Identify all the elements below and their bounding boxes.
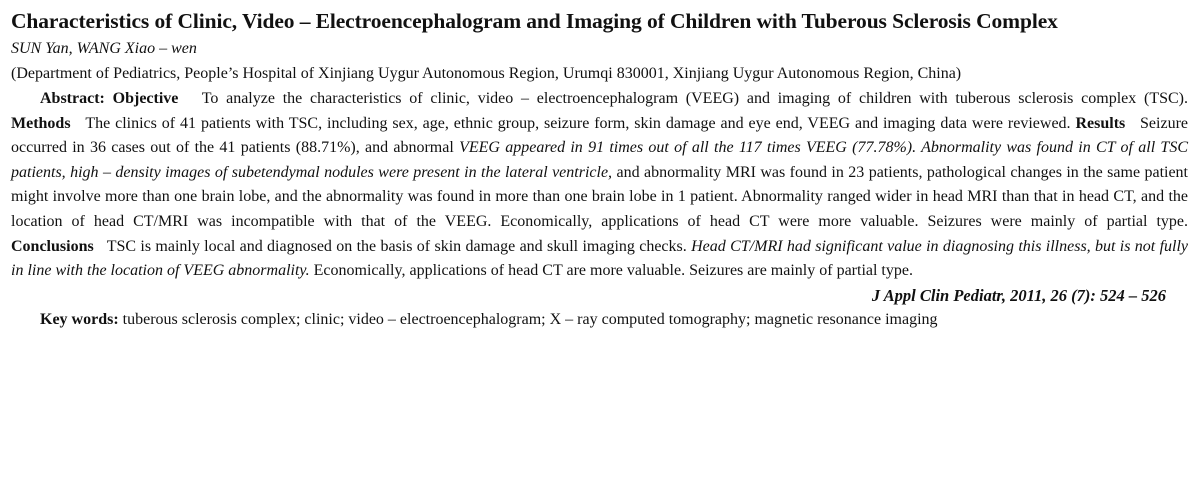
journal-citation: J Appl Clin Pediatr, 2011, 26 (7): 524 – 526 bbox=[871, 285, 1166, 305]
methods-heading: Methods bbox=[11, 114, 71, 132]
methods-text: The clinics of 41 patients with TSC, including sex, age, ethnic group, seizure form, skin damage and eye end, VEEG and imaging data were reviewed. bbox=[85, 114, 1071, 132]
keywords-line bbox=[11, 308, 1188, 332]
keywords-label: Key words bbox=[40, 310, 114, 328]
objective-heading: Objective bbox=[112, 90, 179, 107]
results-text-a: Seizure occurred in 36 cases out of the 41 patients (88.71%), and abnormal bbox=[11, 114, 1189, 157]
results-text-b: VEEG appeared in 91 times out of all the 117 times VEEG (77.78%). Abnormality was found in CT of all TSC patients, high – density images of subetendymal nodules were present in the lateral ventricle, bbox=[11, 139, 1189, 181]
conclusions-text-b: Head CT/MRI had significant value in diagnosing this illness, but is not fully in line with the location of VEEG abnormality. bbox=[11, 237, 1189, 280]
abstract-label: Abstract bbox=[40, 90, 100, 107]
conclusions-text-c: Economically, applications of head CT are more valuable. Seizures are mainly of partial type. bbox=[313, 262, 913, 280]
conclusions-text-a: TSC is mainly local and diagnosed on the basis of skin damage and skull imaging checks. bbox=[106, 237, 687, 255]
results-text-c: and abnormality MRI was found in 23 patients, pathological changes in the same patient might involve more than one brain lobe, and the abnormality was found in more than one brain lobe in 1 patient. Abnormality ranged wider in head MRI than that in head CT, and the location of head CT/MRI was incompatible with that of the VEEG. Economically, applications of head CT were more valuable. Seizures were mainly of partial type. bbox=[11, 163, 1189, 230]
objective-text: To analyze the characteristics of clinic, video – electroencephalogram (VEEG) and imaging of children with tuberous sclerosis complex (TSC). bbox=[201, 90, 1189, 107]
abstract-label-colon: : bbox=[99, 90, 113, 107]
paper-title: Characteristics of Clinic, Video – Electroencephalogram and Imaging of Children with Tuberous Sclerosis Complex bbox=[11, 9, 1058, 33]
keywords-text: tuberous sclerosis complex; clinic; video – electroencephalogram; X – ray computed tomography; magnetic resonance imaging bbox=[122, 310, 938, 328]
conclusions-heading: Conclusions bbox=[11, 237, 94, 255]
author-list: SUN Yan, WANG Xiao – wen bbox=[11, 40, 197, 57]
results-heading: Results bbox=[1075, 114, 1126, 132]
author-affiliation: (Department of Pediatrics, People’s Hospital of Xinjiang Uygur Autonomous Region, Urumqi 830001, Xinjiang Uygur Autonomous Region, China) bbox=[11, 65, 962, 82]
keywords-label-colon: : bbox=[113, 310, 123, 328]
abstract-paragraph bbox=[11, 87, 1188, 284]
